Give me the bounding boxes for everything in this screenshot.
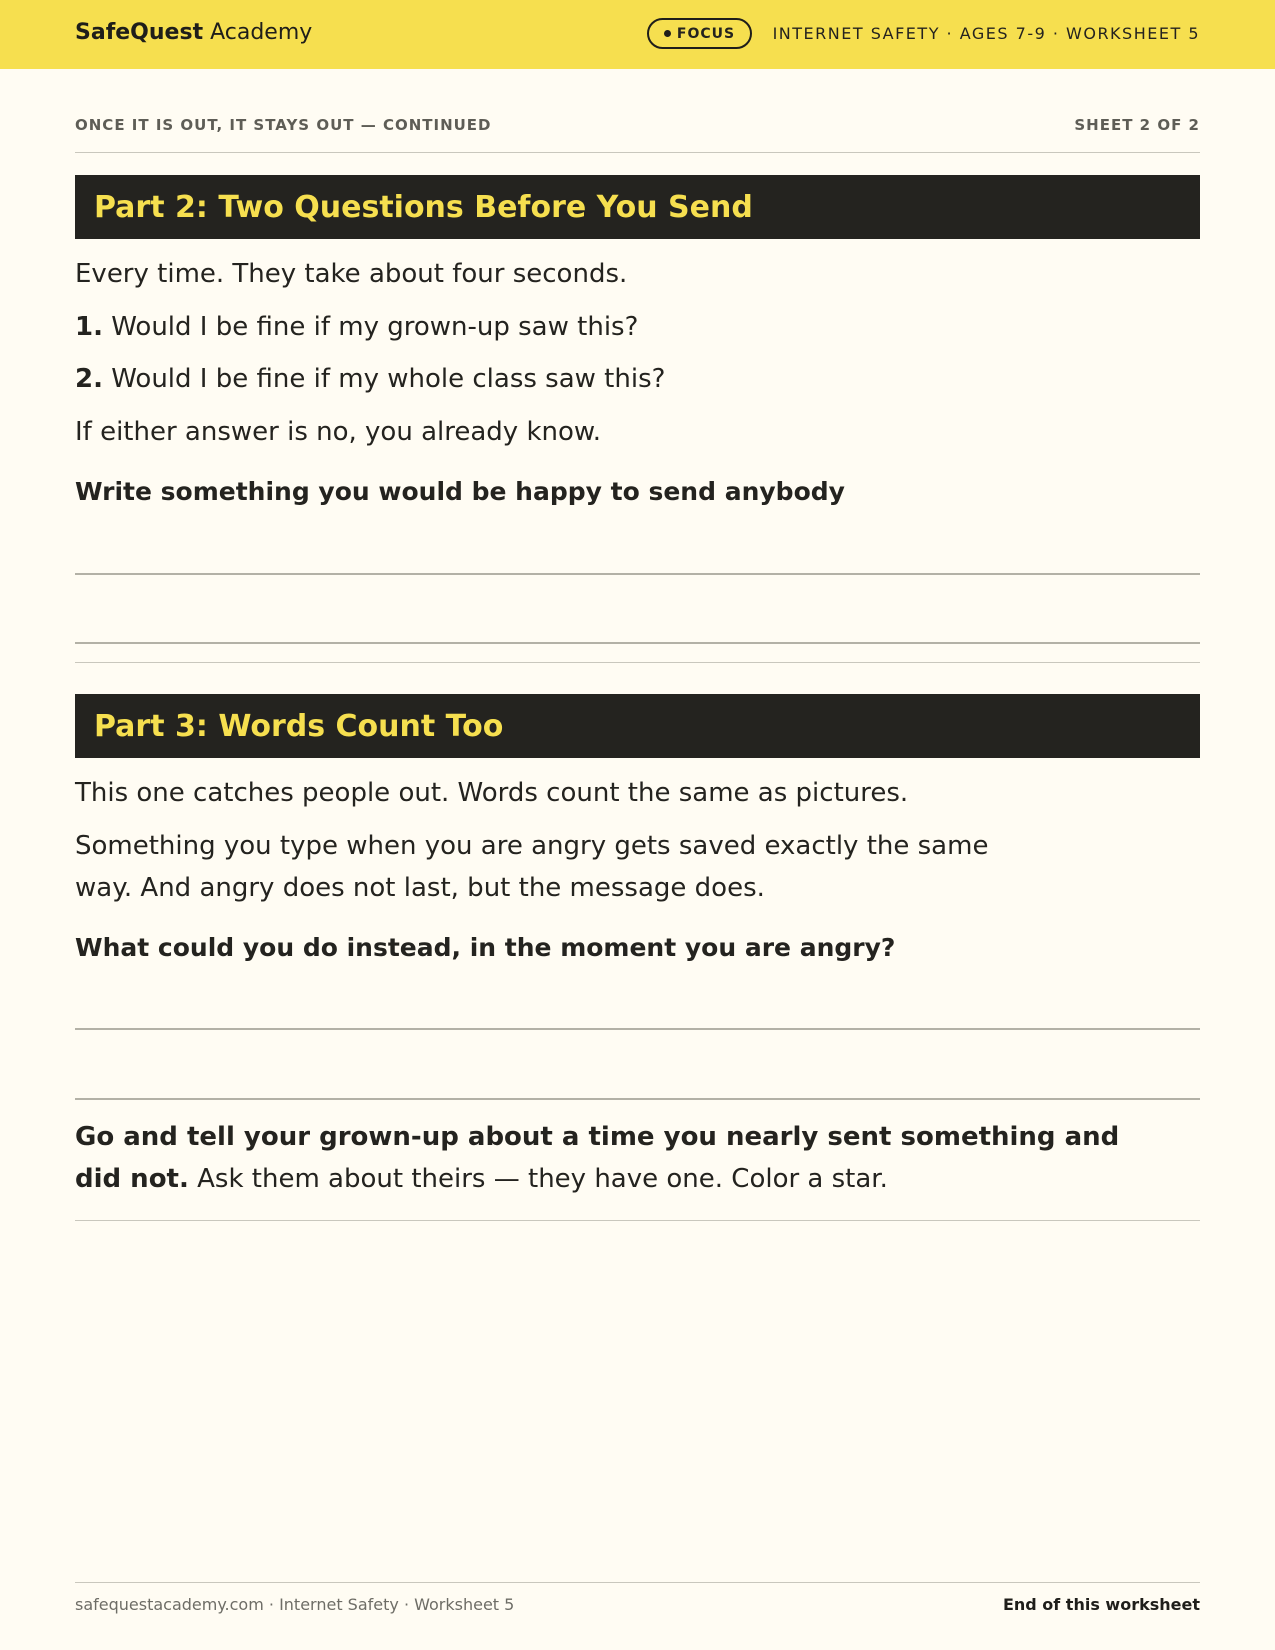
divider [75, 152, 1200, 153]
part2-outro: If either answer is no, you already know. [75, 417, 602, 447]
focus-badge [647, 18, 752, 49]
closing-line-1 [75, 1116, 1119, 1158]
part3-paragraph-2-line-1: Something you type when you are angry gets saved exactly the same [75, 831, 989, 861]
answer-line[interactable] [75, 1028, 1200, 1030]
brand-name-bold: SafeQuest [75, 20, 204, 45]
footer [75, 1595, 1200, 1614]
closing-line-2 [75, 1158, 888, 1200]
brand-name-rest: Academy [210, 20, 313, 45]
answer-line[interactable] [75, 1098, 1200, 1100]
closing-bold-line-1: Go and tell your grown-up about a time you nearly sent something and [75, 1122, 1120, 1152]
question-2-text: Would I be fine if my whole class saw this? [111, 364, 666, 394]
question-1-number: 1. [75, 312, 103, 342]
divider [75, 1220, 1200, 1221]
part3-paragraph-2-line-2: way. And angry does not last, but the message does. [75, 873, 765, 903]
part2-heading: Part 2: Two Questions Before You Send [75, 175, 1200, 239]
question-2 [75, 358, 665, 400]
part2-prompt: Write something you would be happy to send anybody [75, 477, 845, 506]
part3-prompt: What could you do instead, in the moment you are angry? [75, 933, 896, 962]
worksheet-meta: INTERNET SAFETY · AGES 7-9 · WORKSHEET 5 [772, 24, 1200, 43]
part2-intro: Every time. They take about four seconds. [75, 259, 628, 289]
top-bar [0, 0, 1275, 69]
question-1 [75, 306, 638, 348]
footer-source: safequestacademy.com · Internet Safety · Worksheet 5 [75, 1595, 515, 1614]
part3-heading: Part 3: Words Count Too [75, 694, 1200, 758]
divider [75, 662, 1200, 663]
closing-bold-line-2: did not. [75, 1164, 189, 1194]
sheet-number: SHEET 2 OF 2 [1074, 116, 1200, 134]
question-1-text: Would I be fine if my grown-up saw this? [111, 312, 639, 342]
focus-badge-label: FOCUS [676, 25, 736, 42]
footer-divider [75, 1582, 1200, 1583]
closing-rest: Ask them about theirs — they have one. Color a star. [197, 1164, 888, 1194]
brand-logo [75, 20, 312, 45]
footer-end-note: End of this worksheet [1002, 1595, 1200, 1614]
dot-icon [664, 30, 671, 37]
sub-header [75, 116, 1200, 134]
answer-line[interactable] [75, 642, 1200, 644]
part3-paragraph-1: This one catches people out. Words count the same as pictures. [75, 778, 909, 808]
question-2-number: 2. [75, 364, 103, 394]
answer-line[interactable] [75, 573, 1200, 575]
continued-title: ONCE IT IS OUT, IT STAYS OUT — CONTINUED [75, 116, 492, 134]
